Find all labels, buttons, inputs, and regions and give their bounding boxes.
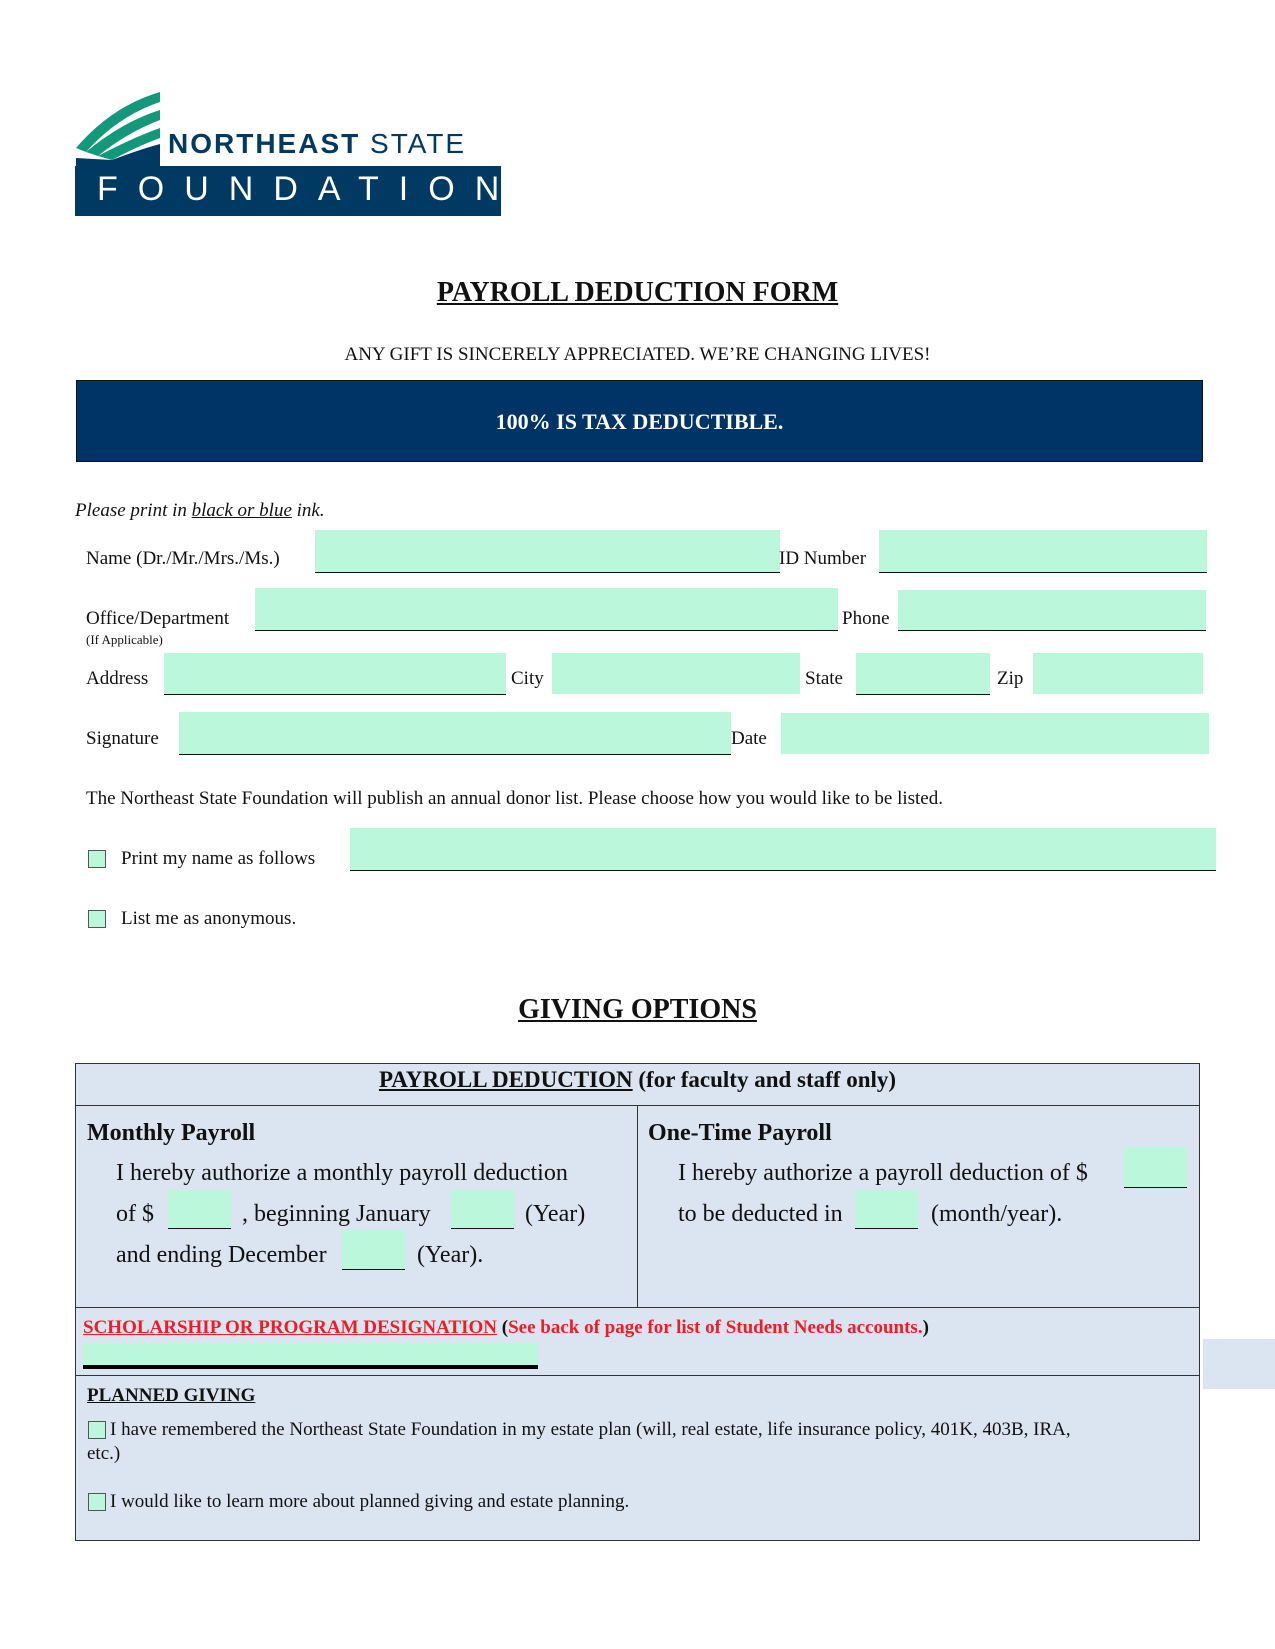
monthly-beginning-label: , beginning January (242, 1201, 431, 1227)
id-number-field[interactable] (879, 530, 1207, 572)
print-name-underline (350, 870, 1216, 871)
anonymous-label: List me as anonymous. (121, 908, 297, 929)
estate-plan-option-line2: etc.) (87, 1443, 121, 1464)
onetime-line2: to be deducted in (678, 1201, 843, 1227)
signature-label: Signature (86, 728, 159, 749)
print-name-label: Print my name as follows (121, 848, 316, 869)
monthly-amount-underline (168, 1228, 231, 1229)
id-number-label: ID Number (779, 548, 867, 569)
onetime-line1: I hereby authorize a payroll deduction of $ (678, 1160, 1088, 1186)
address-label: Address (86, 668, 149, 689)
ink-instructions: Please print in black or blue ink. (75, 500, 325, 521)
table-divider-3 (75, 1375, 1200, 1376)
estate-plan-checkbox[interactable] (88, 1421, 106, 1439)
table-divider-2 (75, 1307, 1200, 1308)
payroll-deduction-header: PAYROLL DEDUCTION (for faculty and staff only) (378, 1067, 897, 1092)
monthly-end-year-underline (342, 1269, 405, 1270)
zip-label: Zip (997, 668, 1024, 689)
scholarship-heading: SCHOLARSHIP OR PROGRAM DESIGNATION (See back of page for list of Student Needs accounts.) (83, 1317, 929, 1338)
logo-swoosh-icon (72, 86, 162, 166)
onetime-month-year-field[interactable] (855, 1190, 918, 1228)
office-field[interactable] (255, 588, 838, 630)
tax-deductible-banner: 100% IS TAX DEDUCTIBLE. (76, 380, 1203, 462)
monthly-ending-label: and ending December (116, 1242, 327, 1268)
name-field[interactable] (315, 530, 780, 572)
phone-field[interactable] (898, 590, 1206, 630)
donor-list-notice: The Northeast State Foundation will publish an annual donor list. Please choose how you would like to be listed. (86, 788, 943, 809)
name-underline (315, 572, 780, 573)
monthly-end-year-field[interactable] (342, 1230, 405, 1269)
anonymous-checkbox[interactable] (88, 910, 106, 928)
date-field[interactable] (781, 713, 1209, 754)
giving-options-heading: GIVING OPTIONS (518, 994, 757, 1025)
address-underline (164, 694, 506, 695)
print-name-field[interactable] (350, 828, 1216, 870)
onetime-monthyear-label: (month/year). (931, 1201, 1063, 1227)
id-number-underline (879, 572, 1207, 573)
monthly-line1: I hereby authorize a monthly payroll deduction (116, 1160, 568, 1186)
onetime-month-year-underline (855, 1228, 918, 1229)
planned-giving-heading: PLANNED GIVING (87, 1385, 256, 1406)
monthly-of-label: of $ (116, 1201, 154, 1227)
office-label: Office/Department (86, 608, 230, 629)
city-label: City (511, 668, 544, 689)
state-field[interactable] (856, 653, 990, 694)
state-label: State (805, 668, 843, 689)
monthly-amount-field[interactable] (168, 1190, 231, 1228)
form-title: PAYROLL DEDUCTION FORM (436, 277, 839, 308)
monthly-payroll-title: Monthly Payroll (87, 1120, 256, 1146)
name-label: Name (Dr./Mr./Mrs./Ms.) (86, 548, 280, 569)
tagline: ANY GIFT IS SINCERELY APPRECIATED. WE’RE CHANGING LIVES! (344, 344, 931, 365)
onetime-amount-field[interactable] (1124, 1147, 1187, 1187)
print-name-checkbox[interactable] (88, 850, 106, 868)
signature-underline (179, 754, 731, 755)
logo-wordmark-band: FOUNDATION (75, 166, 501, 216)
address-field[interactable] (164, 653, 506, 694)
scholarship-underline (83, 1365, 538, 1369)
zip-field[interactable] (1033, 653, 1203, 694)
estate-plan-option-line1: I have remembered the Northeast State Foundation in my estate plan (will, real estate, life insurance policy, 401K, 403B, IRA, (110, 1419, 1071, 1440)
office-note: (If Applicable) (86, 632, 163, 647)
onetime-payroll-title: One-Time Payroll (648, 1120, 832, 1146)
scholarship-designation-field[interactable] (83, 1343, 538, 1365)
state-underline (856, 694, 990, 695)
date-label: Date (731, 728, 767, 749)
office-underline (255, 630, 838, 631)
learn-more-checkbox[interactable] (88, 1493, 106, 1511)
phone-underline (898, 630, 1206, 631)
onetime-amount-underline (1124, 1187, 1187, 1188)
monthly-year1-label: (Year) (525, 1201, 586, 1227)
signature-field[interactable] (179, 712, 731, 754)
monthly-year2-label: (Year). (417, 1242, 484, 1268)
city-field[interactable] (552, 653, 800, 694)
learn-more-option: I would like to learn more about planned giving and estate planning. (110, 1491, 630, 1512)
phone-label: Phone (842, 608, 890, 629)
monthly-begin-year-field[interactable] (451, 1190, 514, 1228)
logo-wordmark-top: NORTHEAST STATE (168, 128, 467, 159)
table-column-divider (637, 1105, 638, 1307)
monthly-begin-year-underline (451, 1228, 514, 1229)
scholarship-row-overflow (1203, 1339, 1275, 1389)
